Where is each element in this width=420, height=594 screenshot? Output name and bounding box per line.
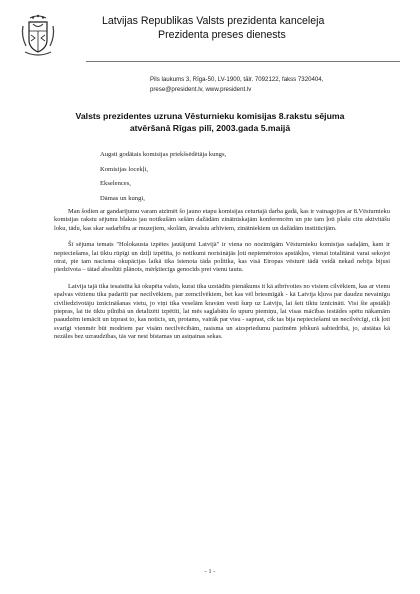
title-line1: Valsts prezidentes uzruna Vēsturnieku komisijas 8.rakstu sējuma — [75, 111, 345, 121]
org-name-line2: Prezidenta preses dienests — [158, 29, 286, 41]
salutation-line: Dāmas un kungi, — [100, 194, 145, 202]
document-title — [30, 110, 390, 134]
org-name-line1: Latvijas Republikas Valsts prezidenta kanceleja — [102, 15, 325, 27]
contact-line1: Pils laukums 3, Rīga-50, LV-1900, tālr. 7092122, fakss 7320404, — [150, 76, 324, 83]
contact-info — [150, 75, 412, 94]
contact-line2: prese@president.lv, www.president.lv — [150, 85, 252, 93]
salutation-block — [100, 150, 380, 208]
header-divider — [86, 61, 400, 62]
body-paragraph: Latvija tajā tika iesaistīta kā okupēta valsts, kurai tika uzstādīts pienākums it kā atbrīvoties no visiem cilvēkiem, kas ar vienu spalvas vēzienu tika padarīti par necilvēkiem, par zemcilvēkiem, bet kas vēl briesmīgāk - kā Latvija kļuva par daudzu nevainīgu civiliedzīvotāju iznīcināšanas vietu, jo viņi tika veselām kravām vesti šurp uz Latviju, lai šeit tiktu iznīcināti. Visi šie apstākļi piepras, lai tie tiktu pilnībā un detalizēti izpētīti, lai mēs saglabātu šo upuru piemiņu, lai visas mācības iestādes spētu nākamām paaudzēm iemācīt un izprast to, kas noticis, un, protams, vairāk par visu - saprast, cik tas bija nepieciešami un necilvēcīgi, cik ļoti svarīgi vienmēr būt modriem par visām necilvēcībām, rasisma un aizspriedumu pazīmēm jebkurā sabiedrībā, jo, atstātas kā nezāles bez uzraudzības, tās var nest bīstamas un asiņainas sekas. — [54, 283, 390, 340]
title-line2: atvēršanā Rīgas pilī, 2003.gada 5.maijā — [129, 123, 291, 133]
body-paragraph: Šī sējuma temats "Holokausta izpētes jautājumi Latvijā" ir viena no nozīmīgām Vēsturnieku komisijas sadaļām, kam ir nepieciešams, lai tiktu rūpīgi un dziļi izpētīta, jo notikumi norisinājās ļoti nepiemērotos apstākļos, vienai totalitārai varai sekojot otrai, pie tam nacisma okupācijas laikā tika īstenota tāda politika, kas visā Eiropas vēsturē tādā veidā nekad nebija bijusi piedzīvota – tātad absolūti plānots, mērķtiecīgs genocīds pret vienu tautu. — [54, 241, 390, 274]
salutation-line: Komisijas locekļi, — [100, 165, 148, 173]
salutation-line: Ekselences, — [100, 180, 131, 187]
body-paragraph: Man šodien ar gandarījumu varam atzīmēt šo jauno etapu komisijas ceturtajā darba gadā, kas ir vainagojies ar 8.Vēsturnieku komisijas rakstu sējumu blakus jau notikušām sešām dažādām zinātniskajām konferencēm un pie tam ļoti plašu citu aktivitāšu loku, tādu, kas skar sadarbību ar muzejiem, skolām, ārvalstu arhīviem, zinātniekiem un dažādām institūcijām. — [54, 208, 390, 232]
speech-body — [54, 208, 390, 350]
page-number: - 1 - — [204, 568, 216, 575]
org-name — [102, 14, 402, 42]
salutation-line: Augsti godātais komisijas priekšsēdētāja kungs, — [100, 151, 227, 158]
latvia-coat-of-arms-icon — [20, 14, 56, 58]
